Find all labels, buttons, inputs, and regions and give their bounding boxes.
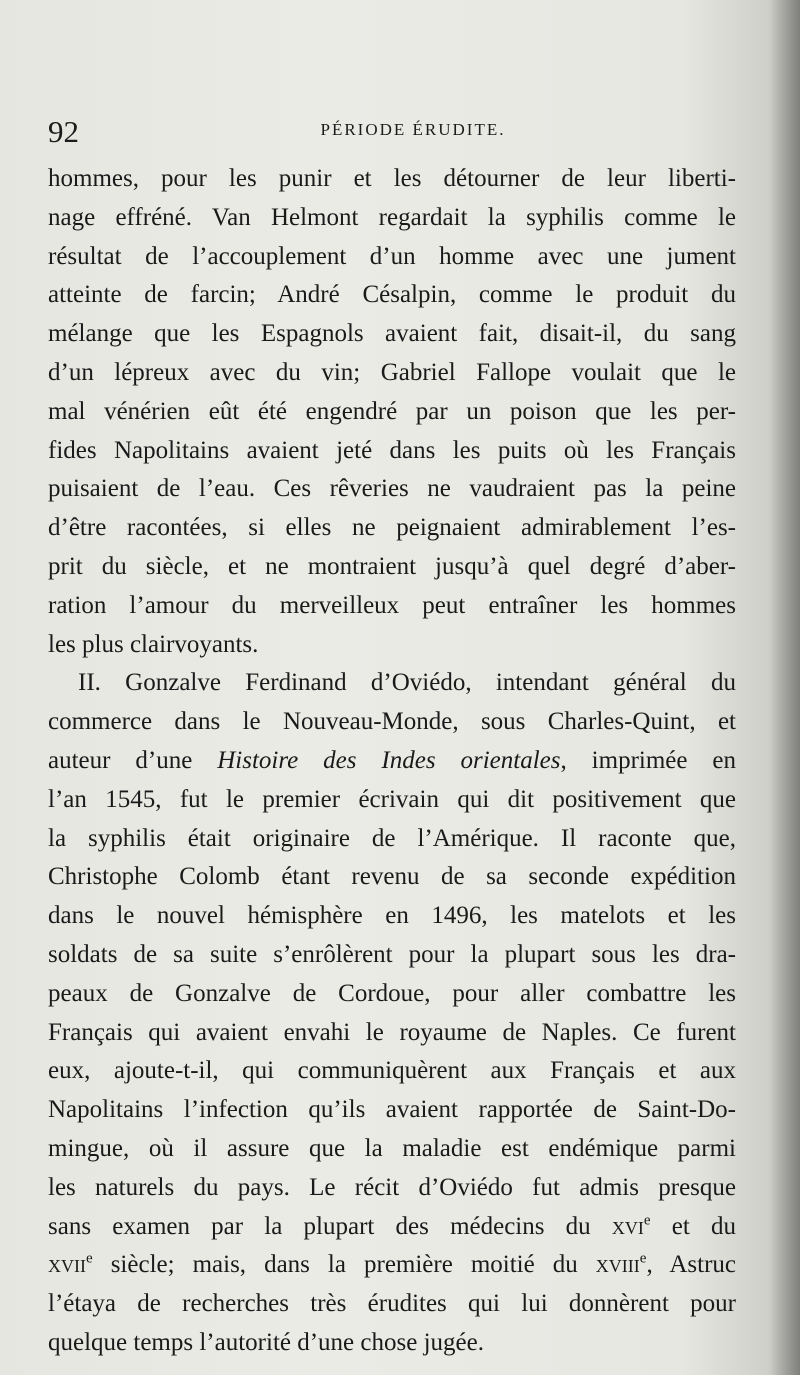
book-title-italic: Histoire des Indes orientales	[217, 746, 561, 774]
text-line: nage effréné. Van Helmont regardait la syphilis comme le	[48, 203, 736, 231]
body-text	[48, 160, 736, 1363]
text-line: Christophe Colomb étant revenu de sa seconde expédition	[48, 863, 736, 891]
line-text-post: , imprimée en	[560, 746, 736, 774]
line-text-post: , Astruc	[646, 1251, 736, 1279]
text-line: Français qui avaient envahi le royaume de Naples. Ce furent	[48, 1018, 736, 1046]
text-line: les naturels du pays. Le récit d’Oviédo fut admis presque	[48, 1173, 736, 1201]
text-line: la syphilis était originaire de l’Amérique. Il raconte que,	[48, 824, 736, 852]
text-line: soldats de sa suite s’enrôlèrent pour la plupart sous les dra-	[48, 940, 736, 968]
page-header	[48, 112, 738, 152]
text-line: ration l’amour du merveilleux peut entraîner les hommes	[48, 591, 736, 619]
century-suffix: e	[639, 1250, 647, 1267]
century-numeral: xviii	[595, 1251, 640, 1279]
text-line: résultat de l’accouplement d’un homme avec une jument	[48, 242, 736, 270]
page-edge-shadow	[770, 0, 800, 1375]
text-line: mélange que les Espagnols avaient fait, disait-il, du sang	[48, 320, 736, 348]
paragraph-end-line: les plus clairvoyants.	[48, 630, 259, 658]
text-line: hommes, pour les punir et les détourner de leur liberti-	[48, 165, 736, 192]
paragraph-end-line: quelque temps l’autorité d’une chose jugée.	[48, 1328, 484, 1356]
century-numeral: xvii	[48, 1251, 86, 1279]
text-line: commerce dans le Nouveau-Monde, sous Charles-Quint, et	[48, 708, 736, 736]
text-line: l’an 1545, fut le premier écrivain qui dit positivement que	[48, 785, 736, 813]
text-line: mal vénérien eût été engendré par un poison que les per-	[48, 397, 736, 425]
century-suffix: e	[643, 1212, 651, 1229]
line-text-pre: auteur d’une	[48, 746, 218, 774]
page-number: 92	[48, 114, 79, 149]
text-line: d’un lépreux avec du vin; Gabriel Fallope voulait que le	[48, 358, 736, 386]
text-line-with-title	[48, 742, 736, 781]
text-line: l’étaya de recherches très érudites qui lui donnèrent pour	[48, 1290, 736, 1318]
line-text-pre: sans examen par la plupart des médecins du	[48, 1212, 612, 1240]
text-line-century	[48, 1208, 736, 1247]
text-line: puisaient de l’eau. Ces rêveries ne vaudraient pas la peine	[48, 475, 736, 503]
text-line: peaux de Gonzalve de Cordoue, pour aller combattre les	[48, 979, 736, 1007]
text-line: Napolitains l’infection qu’ils avaient rapportée de Saint-Do-	[48, 1096, 736, 1124]
text-line-century	[48, 1246, 736, 1285]
text-line: prit du siècle, et ne montraient jusqu’à quel degré d’aber-	[48, 552, 736, 580]
text-line: mingue, où il assure que la maladie est endémique parmi	[48, 1134, 736, 1162]
line-text-post: et du	[650, 1212, 736, 1240]
text-line: dans le nouvel hémisphère en 1496, les matelots et les	[48, 902, 736, 930]
text-line: eux, ajoute-t-il, qui communiquèrent aux Français et aux	[48, 1057, 736, 1085]
century-suffix: e	[86, 1250, 93, 1267]
paragraph-start-line: II. Gonzalve Ferdinand d’Oviédo, intendant général du	[78, 669, 736, 697]
text-line: d’être racontées, si elles ne peignaient admirablement l’es-	[48, 514, 736, 542]
line-text-mid: siècle; mais, dans la première moitié du	[92, 1251, 596, 1279]
text-line: atteinte de farcin; André Césalpin, comme le produit du	[48, 281, 736, 309]
running-head: PÉRIODE ÉRUDITE.	[320, 120, 506, 139]
text-line: fides Napolitains avaient jeté dans les puits où les Français	[48, 436, 736, 464]
century-numeral: xvi	[611, 1212, 644, 1240]
